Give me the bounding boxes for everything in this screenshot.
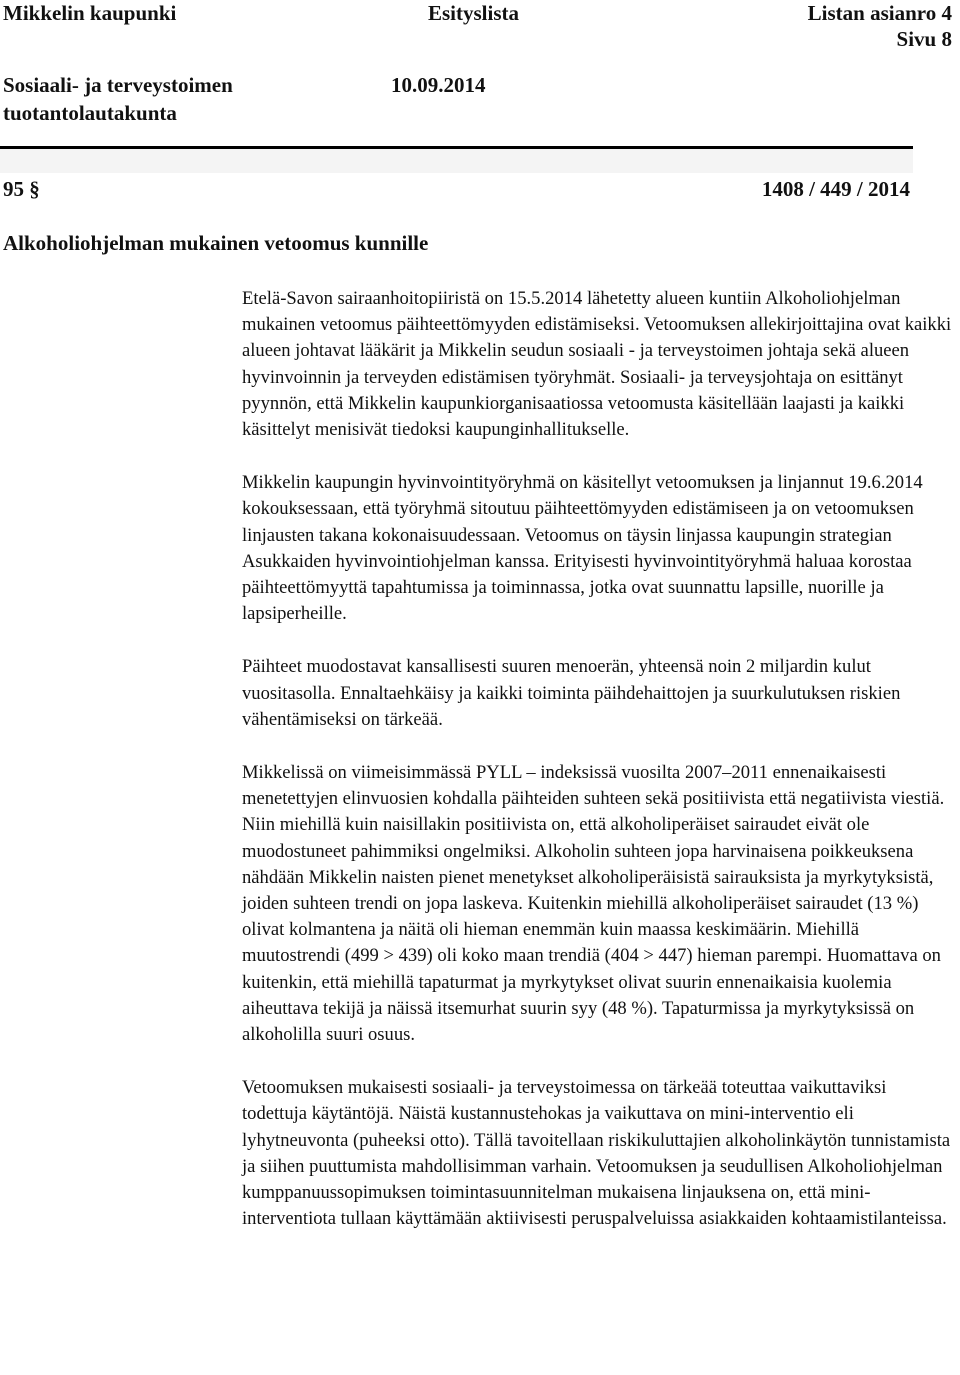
paragraph-background: Etelä-Savon sairaanhoitopiiristä on 15.5.2014 lähetetty alueen kuntiin Alkoholiohjelman mukainen vetoomus päihteettömyyden edistämiseksi. Vetoomuksen allekirjoittajina ovat kaikki alueen johtavat lääkärit ja Mikkelin seudun sosiaali - ja terveystoimen johtaja sekä alueen hyvinvoinnin ja terveyden edistämisen työryhmät. Sosiaali- ja terveysjohtaja on esittänyt pyynnön, että Mikkelin kaupunkiorganisaatiossa vetoomusta käsitellään laajasti ja kaikki käsittelyt menisivät tiedoksi kaupunginhallitukselle. [242, 288, 952, 441]
paragraph-mini-intervention: Vetoomuksen mukaisesti sosiaali- ja terveystoimessa on tärkeää toteuttaa vaikuttaviksi todettuja käytäntöjä. Näistä kustannustehokas ja vaikuttava on mini-interventio eli lyhytneuvonta (puheeksi otto). Tällä tavoitellaan riskikuluttajien alkoholinkäytön tunnistamista ja siihen puuttumista mahdollisimman varhain. Vetoomuksen ja seudullisen Alkoholiohjelman kumppanuussopimuksen toimintasuunnitelman mukaisena linjauksena on, että mini-interventiota tullaan käyttämään aktiivisesti peruspalveluissa asiakkaiden kohtaamistilanteissa. [242, 1077, 951, 1230]
item-number-label: Listan asianro 4 [807, 1, 952, 25]
paragraph-costs: Päihteet muodostavat kansallisesti suuren menoerän, yhteensä noin 2 miljardin kulut vuositasolla. Ennaltaehkäisy ja kaikki toiminta päihdehaittojen ja suurkulutuksen riskien vähentämiseksi on tärkeää. [242, 656, 901, 730]
section-heading [3, 176, 40, 202]
committee-name-line2: tuotantolautakunta [3, 101, 177, 125]
meeting-date: 10.09.2014 [391, 73, 486, 97]
header-shade-band [0, 149, 913, 173]
document-type: Esityslista [428, 1, 520, 25]
paragraph-working-group: Mikkelin kaupungin hyvinvointityöryhmä on käsitellyt vetoomuksen ja linjannut 19.6.2014 kokouksessaan, että työryhmä sitoutuu päihteettömyyden edistämiseen ja on vetoomuksen linjausten takana kokonaisuudessaan. Vetoomus on täysin linjassa kaupungin strategian Asukkaiden hyvinvointiohjelman kanssa. Erityisesti hyvinvointityöryhmä haluaa korostaa päihteettömyyttä tapahtumissa ja toiminnassa, jotka ovat suunnattu lapsille, nuorille ja lapsiperheille. [242, 472, 923, 625]
item-title: Alkoholiohjelman mukainen vetoomus kunnille [3, 231, 429, 255]
section-symbol: § [29, 177, 40, 201]
paragraph-pyll-index: Mikkelissä on viimeisimmässä PYLL – indeksissä vuosilta 2007–2011 ennenaikaisesti menetettyjen elinvuosien kohdalla päihteiden suhteen sekä positiivista että negatiivista viestiä. Niin miehillä kuin naisillakin positiivista on, että alkoholiperäiset sairaudet eivät ole muodostuneet pahimmiksi ongelmiksi. Alkoholin suhteen jopa harvinaisena poikkeuksena nähdään Mikkelin naisten pienet menetykset alkoholiperäisistä sairauksista ja myrkytyksistä, joiden suhteen trendi on jopa laskeva. Kuitenkin miehillä alkoholiperäiset sairaudet (13 %) olivat kolmantena ja näitä oli hieman enemmän kuin maassa keskimäärin. Miehillä muutostrendi (499 > 439) oli koko maan trendiä (404 > 447) hieman parempi. Huomattava on kuitenkin, että miehillä tapaturmat ja myrkytykset olivat suurin ennenaikaisia kuolemia aiheuttava tekijä ja näissä itsemurhat suurin syy (48 %). Tapaturmissa ja myrkytyksissä on alkoholilla suuri osuus. [242, 762, 945, 1046]
committee-name-line1: Sosiaali- ja terveystoimen [3, 73, 233, 97]
organization-name: Mikkelin kaupunki [3, 1, 177, 25]
section-number: 95 [3, 177, 24, 201]
case-number: 1408 / 449 / 2014 [761, 177, 910, 201]
page-number-label: Sivu 8 [896, 27, 952, 51]
item-body [242, 286, 954, 1233]
